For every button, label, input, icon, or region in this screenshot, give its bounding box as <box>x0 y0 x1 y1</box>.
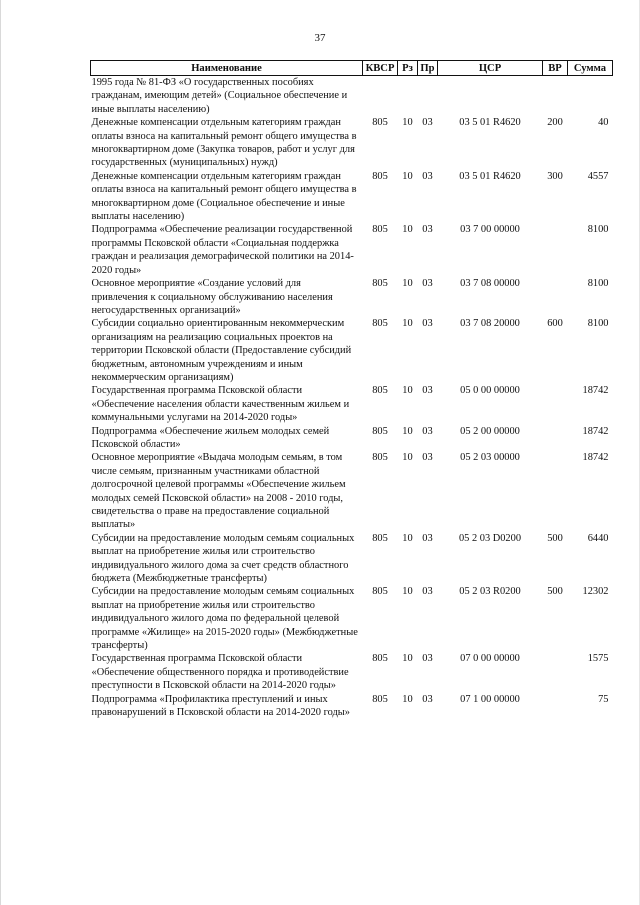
cell-rz: 10 <box>402 653 413 665</box>
header-sum: Сумма <box>568 61 613 76</box>
cell-vr <box>543 693 568 720</box>
cell-kvsr: 805 <box>372 425 388 437</box>
cell-name: 1995 года № 81-ФЗ «О государственных пособиях гражданам, имеющим детей» (Социальное обеспечение и иные выплаты населению) <box>91 77 348 115</box>
cell-rz: 10 <box>402 224 413 236</box>
cell-csr: 05 0 00 00000 <box>460 385 520 397</box>
cell-csr: 03 7 00 00000 <box>460 224 520 236</box>
table-row <box>91 451 613 531</box>
cell-pr: 03 <box>422 117 433 129</box>
table-row <box>91 425 613 452</box>
cell-kvsr: 805 <box>372 452 388 464</box>
header-row <box>91 61 613 76</box>
cell-name: Денежные компенсации отдельным категориям граждан оплаты взноса на капитальный ремонт общего имущества в многоквартирном доме (Социальное обеспечение и иные выплаты населению) <box>91 170 357 223</box>
cell-name: Подпрограмма «Обеспечение жильем молодых семей Псковской области» <box>91 425 330 450</box>
cell-pr: 03 <box>422 385 433 397</box>
cell-pr: 03 <box>422 586 433 598</box>
cell-vr <box>543 384 568 424</box>
scan-edge-left <box>0 0 1 905</box>
cell-sum: 4557 <box>587 170 609 182</box>
cell-vr: 600 <box>547 318 563 330</box>
table-row <box>91 384 613 424</box>
table-row <box>91 277 613 317</box>
cell-pr: 03 <box>422 224 433 236</box>
table-row <box>91 170 613 224</box>
cell-sum <box>568 76 613 117</box>
cell-name: Основное мероприятие «Выдача молодым семьям, в том числе семьям, признанным участниками областной долгосрочной целевой программы «Обеспечение жильем молодых семей Псковской области» на 2008 - 2010 годы, свидетельства о праве на предоставление социальной выплаты» <box>91 452 346 531</box>
cell-rz: 10 <box>402 278 413 290</box>
table-body <box>91 76 613 720</box>
table-row <box>91 317 613 384</box>
budget-table <box>90 60 613 720</box>
cell-csr: 07 0 00 00000 <box>460 653 520 665</box>
header-csr: ЦСР <box>438 61 543 76</box>
table-row <box>91 585 613 652</box>
table-header <box>91 61 613 76</box>
table-row <box>91 223 613 277</box>
cell-name: Государственная программа Псковской области «Обеспечение населения области качественным жильем и коммунальными услугами на 2014-2020 годы» <box>91 385 350 424</box>
cell-csr: 03 7 08 00000 <box>460 278 520 290</box>
cell-sum: 18742 <box>582 425 609 437</box>
table-row <box>91 76 613 117</box>
cell-rz: 10 <box>402 318 413 330</box>
header-kvsr: КВСР <box>363 61 398 76</box>
table-row <box>91 116 613 170</box>
cell-rz: 10 <box>402 586 413 598</box>
cell-pr: 03 <box>422 425 433 437</box>
cell-vr: 500 <box>547 532 563 544</box>
header-vr: ВР <box>543 61 568 76</box>
cell-vr <box>543 223 568 277</box>
cell-csr: 07 1 00 00000 <box>460 693 520 705</box>
cell-kvsr: 805 <box>372 693 388 705</box>
cell-csr <box>438 76 543 117</box>
cell-sum: 18742 <box>582 452 609 464</box>
cell-name: Субсидии социально ориентированным некоммерческим организациям на реализацию социальных проектов на территории Псковской области (Предоставление субсидий бюджетным, автономным учреждениям и иным некоммерческим организациям) <box>91 318 352 383</box>
cell-name: Субсидии на предоставление молодым семьям социальных выплат на приобретение жилья или строительство индивидуального жилого дома по федеральной целевой программе «Жилище» на 2015-2020 годы» (Межбюджетные трансферты) <box>91 586 358 652</box>
cell-csr: 03 5 01 R4620 <box>459 170 521 182</box>
cell-rz: 10 <box>402 170 413 182</box>
cell-csr: 05 2 03 R0200 <box>459 586 521 598</box>
cell-sum: 40 <box>598 117 609 129</box>
cell-rz: 10 <box>402 452 413 464</box>
cell-kvsr: 805 <box>372 653 388 665</box>
cell-kvsr: 805 <box>372 117 388 129</box>
table-row <box>91 652 613 692</box>
cell-name: Основное мероприятие «Создание условий для привлечения к социальному обслуживанию населения негосударственных организаций» <box>91 278 333 316</box>
cell-vr: 500 <box>547 586 563 598</box>
cell-kvsr: 805 <box>372 278 388 290</box>
cell-sum: 1575 <box>587 653 609 665</box>
cell-kvsr: 805 <box>372 170 388 182</box>
cell-sum: 8100 <box>587 318 609 330</box>
cell-name: Государственная программа Псковской области «Обеспечение общественного порядка и противодействие преступности в Псковской области на 2014-2020 годы» <box>91 653 349 692</box>
page-number: 37 <box>314 32 326 44</box>
cell-rz: 10 <box>402 117 413 129</box>
cell-csr: 03 7 08 20000 <box>460 318 520 330</box>
header-name: Наименование <box>91 61 363 76</box>
cell-kvsr: 805 <box>372 532 388 544</box>
cell-sum: 8100 <box>587 224 609 236</box>
cell-pr: 03 <box>422 170 433 182</box>
cell-name: Подпрограмма «Профилактика преступлений и иных правонарушений в Псковской области на 2014-2020 годы» <box>91 693 350 719</box>
cell-pr: 03 <box>422 452 433 464</box>
cell-rz: 10 <box>402 532 413 544</box>
cell-kvsr: 805 <box>372 586 388 598</box>
cell-vr <box>543 652 568 692</box>
cell-kvsr: 805 <box>372 385 388 397</box>
cell-vr <box>543 425 568 452</box>
cell-rz: 10 <box>402 385 413 397</box>
cell-name: Подпрограмма «Обеспечение реализации государственной программы Псковской области «Социальная поддержка граждан и реализация демографической политики на 2014-2020 годы» <box>91 224 354 276</box>
header-rz: Рз <box>398 61 418 76</box>
cell-name: Субсидии на предоставление молодым семьям социальных выплат на приобретение жилья или строительство индивидуального жилого дома за счет средств областного бюджета (Межбюджетные трансферты) <box>91 532 355 585</box>
cell-pr <box>418 76 438 117</box>
cell-kvsr: 805 <box>372 224 388 236</box>
table-row <box>91 532 613 586</box>
header-pr: Пр <box>418 61 438 76</box>
cell-sum: 12302 <box>582 586 609 598</box>
cell-csr: 05 2 03 00000 <box>460 452 520 464</box>
cell-rz: 10 <box>402 693 413 705</box>
cell-pr: 03 <box>422 693 433 705</box>
cell-csr: 05 2 03 D0200 <box>458 532 522 544</box>
table-row <box>91 693 613 720</box>
cell-sum: 6440 <box>587 532 609 544</box>
cell-kvsr: 805 <box>372 318 388 330</box>
cell-vr: 200 <box>547 117 563 129</box>
cell-pr: 03 <box>422 653 433 665</box>
cell-vr <box>543 451 568 531</box>
cell-sum: 75 <box>598 693 609 705</box>
cell-sum: 8100 <box>587 278 609 290</box>
cell-vr: 300 <box>547 170 563 182</box>
cell-kvsr <box>363 76 398 117</box>
cell-name: Денежные компенсации отдельным категориям граждан оплаты взноса на капитальный ремонт общего имущества в многоквартирном доме (Закупка товаров, работ и услуг для государственных (муниципальных) нужд) <box>91 117 357 169</box>
cell-vr <box>543 277 568 317</box>
cell-csr: 05 2 00 00000 <box>460 425 520 437</box>
cell-csr: 03 5 01 R4620 <box>459 117 521 129</box>
cell-sum: 18742 <box>582 385 609 397</box>
cell-vr <box>543 76 568 117</box>
cell-pr: 03 <box>422 278 433 290</box>
cell-pr: 03 <box>422 532 433 544</box>
cell-rz <box>398 76 418 117</box>
cell-pr: 03 <box>422 318 433 330</box>
cell-rz: 10 <box>402 425 413 437</box>
